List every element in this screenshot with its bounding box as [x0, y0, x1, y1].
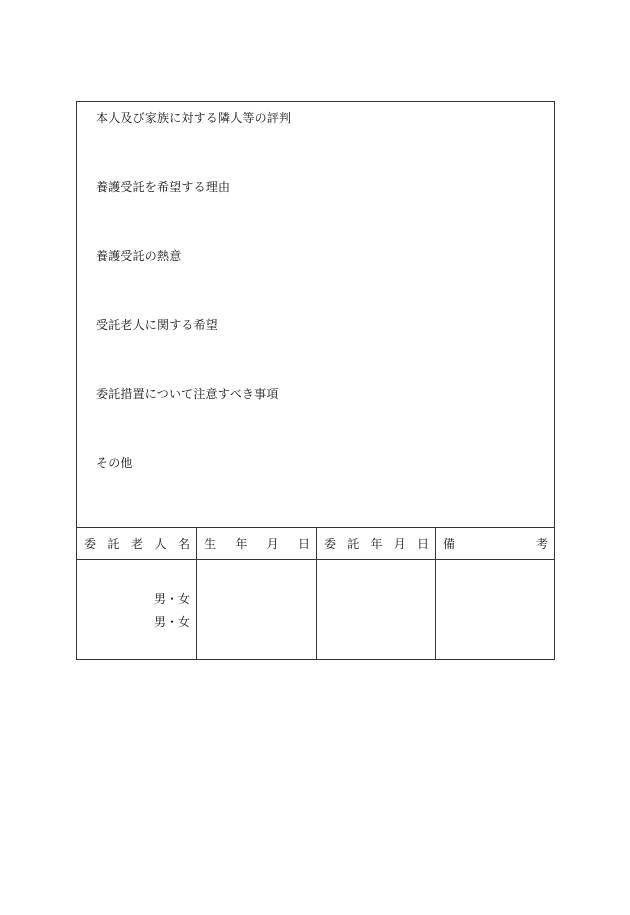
- consignment-date-cell: [317, 560, 436, 659]
- header-char: 託: [107, 537, 120, 551]
- birth-date-cell: [197, 560, 317, 659]
- table-header-row: [77, 528, 554, 560]
- header-char: 日: [297, 537, 310, 551]
- header-char: 託: [347, 537, 360, 551]
- care-enthusiasm-label: 養護受託の熱意: [96, 249, 182, 263]
- neighbor-reputation-label: 本人及び家族に対する隣人等の評判: [96, 111, 292, 125]
- header-char: 老: [130, 537, 143, 551]
- header-char: 生: [204, 537, 217, 551]
- remarks-section: [77, 102, 554, 528]
- header-char: 委: [84, 537, 97, 551]
- header-char: 委: [324, 537, 337, 551]
- header-char: 備: [443, 537, 456, 551]
- header-char: 考: [535, 537, 548, 551]
- header-char: 年: [370, 537, 383, 551]
- gender-option: 男・女: [153, 592, 190, 606]
- header-char: 日: [416, 537, 429, 551]
- consignment-notes-label: 委託措置について注意すべき事項: [96, 387, 279, 401]
- other-label: その他: [96, 456, 133, 470]
- header-char: 月: [266, 537, 279, 551]
- header-birth-date: [197, 528, 317, 559]
- consigned-elderly-name-cell: [77, 560, 197, 659]
- header-char: 月: [393, 537, 406, 551]
- header-consignment-date: [317, 528, 436, 559]
- header-char: 年: [235, 537, 248, 551]
- remarks-cell: [436, 560, 554, 659]
- header-char: 人: [154, 537, 167, 551]
- care-reason-label: 養護受託を希望する理由: [96, 180, 231, 194]
- consignment-form: [76, 101, 555, 660]
- elderly-preference-label: 受託老人に関する希望: [96, 318, 219, 332]
- table-row: [77, 560, 554, 659]
- header-consigned-elderly-name: [77, 528, 197, 559]
- gender-option: 男・女: [153, 615, 190, 629]
- header-remarks: [436, 528, 554, 559]
- header-char: 名: [177, 537, 190, 551]
